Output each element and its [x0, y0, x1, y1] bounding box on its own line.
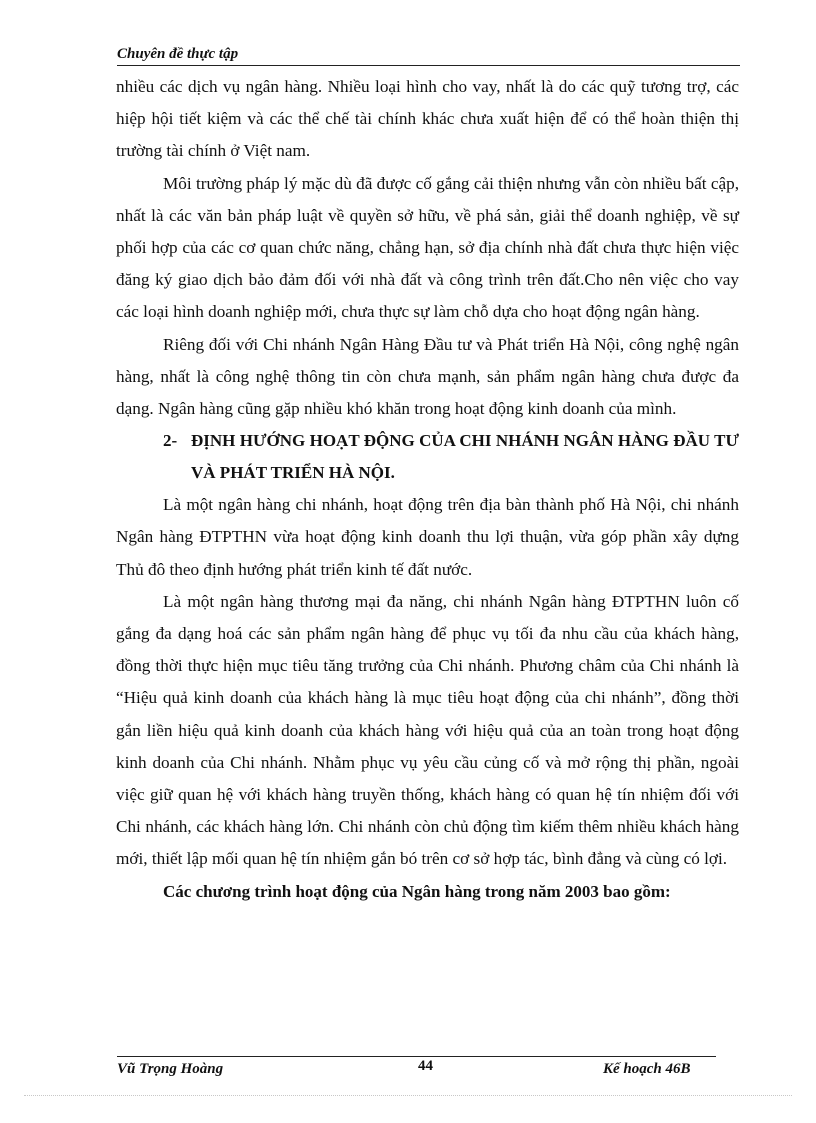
- page-edge-dotted-line: [24, 1095, 792, 1096]
- paragraph-4: Là một ngân hàng chi nhánh, hoạt động trên địa bàn thành phố Hà Nội, chi nhánh Ngân hàng ĐTPTHN vừa hoạt động kinh doanh thu lợi thuận, vừa góp phần xây dựng Thủ đô theo định hướng phát triển kinh tế đất nước.: [116, 495, 739, 579]
- programs-subheading: Các chương trình hoạt động của Ngân hàng trong năm 2003 bao gồm:: [163, 881, 671, 901]
- footer-class: Kế hoạch 46B: [603, 1061, 691, 1077]
- header-rule: [117, 65, 740, 66]
- paragraph-5: Là một ngân hàng thương mại đa năng, chi nhánh Ngân hàng ĐTPTHN luôn cố gắng đa dạng hoá các sản phẩm ngân hàng để phục vụ tối đa nhu cầu của khách hàng, đồng thời thực hiện mục tiêu tăng trưởng của Chi nhánh. Phương châm của Chi nhánh là “Hiệu quả kinh doanh của khách hàng là mục tiêu hoạt động của chi nhánh”, đồng thời gắn liền hiệu quả kinh doanh của khách hàng với hiệu quả của an toàn trong hoạt động kinh doanh của Chi nhánh. Nhằm phục vụ yêu cầu củng cố và mở rộng thị phần, ngoài việc giữ quan hệ với khách hàng truyền thống, khách hàng có quan hệ tín nhiệm đối với Chi nhánh, các khách hàng lớn. Chi nhánh còn chủ động tìm kiếm thêm nhiều khách hàng mới, thiết lập mối quan hệ tín nhiệm gắn bó trên cơ sở hợp tác, bình đẳng và cùng có lợi.: [116, 591, 739, 869]
- footer-rule: [117, 1056, 716, 1057]
- paragraph-2: Môi trường pháp lý mặc dù đã được cố gắng cải thiện nhưng vẫn còn nhiều bất cập, nhất là các văn bản pháp luật về quyền sở hữu, về phá sản, giải thể doanh nghiệp, về sự phối hợp của các cơ quan chức năng, chẳng hạn, sở địa chính nhà đất chưa thực hiện việc đăng ký giao dịch bảo đảm đối với nhà đất và công trình trên đất.Cho nên việc cho vay các loại hình doanh nghiệp mới, chưa thực sự làm chỗ dựa cho hoạt động ngân hàng.: [116, 173, 739, 322]
- paragraph-3: Riêng đối với Chi nhánh Ngân Hàng Đầu tư và Phát triển Hà Nội, công nghệ ngân hàng, nhất là công nghệ thông tin còn chưa mạnh, sản phẩm ngân hàng chưa được đa dạng. Ngân hàng cũng gặp nhiều khó khăn trong hoạt động kinh doanh của mình.: [116, 334, 739, 419]
- section-number: 2-: [163, 431, 178, 451]
- footer-author: Vũ Trọng Hoàng: [117, 1061, 224, 1077]
- section-heading: [116, 425, 739, 489]
- body-text: [116, 71, 739, 908]
- footer-page-number: 44: [418, 1058, 433, 1074]
- paragraph-1: nhiều các dịch vụ ngân hàng. Nhiều loại hình cho vay, nhất là do các quỹ tương trợ, các hiệp hội tiết kiệm và các thể chế tài chính khác chưa xuất hiện để có thể hoàn thiện thị trường tài chính ở Việt nam.: [116, 77, 739, 161]
- section-title: ĐỊNH HƯỚNG HOẠT ĐỘNG CỦA CHI NHÁNH NGÂN HÀNG ĐẦU TƯ VÀ PHÁT TRIỂN HÀ NỘI.: [191, 431, 739, 483]
- header-title: Chuyên đề thực tập: [117, 46, 239, 62]
